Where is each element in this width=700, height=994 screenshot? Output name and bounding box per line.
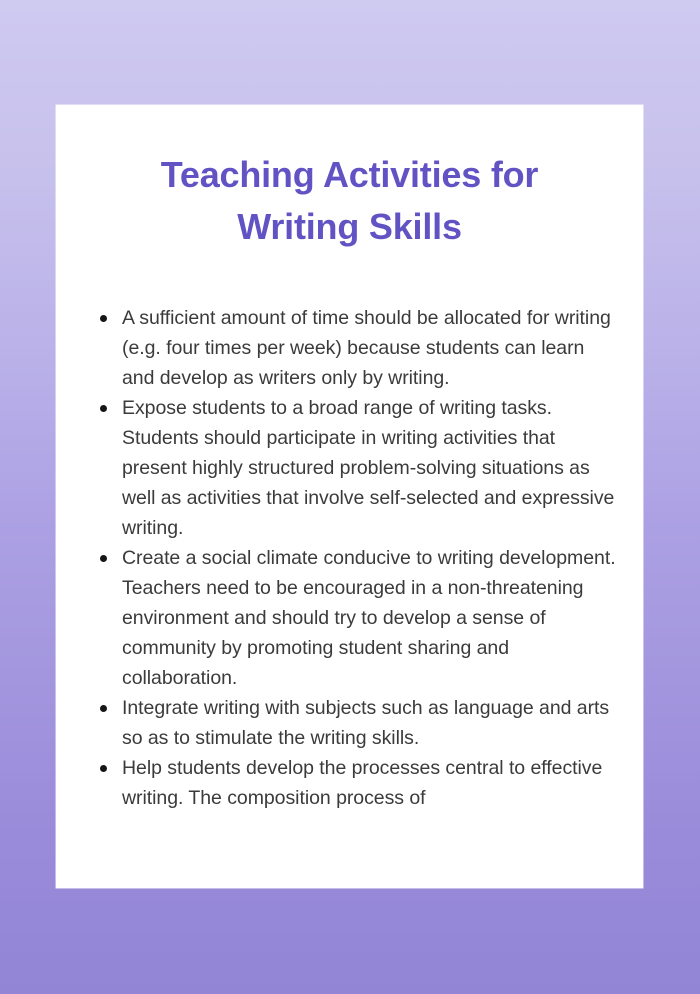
list-item-text: Create a social climate conducive to writing development. Teachers need to be encouraged in a non-threatening environment and should try to develop a sense of community by promoting student sharing and collaboration. [122,547,616,689]
page-title-line-1: Teaching Activities for [160,154,539,195]
list-item [100,393,620,543]
page-title-line-2: Writing Skills [237,206,462,247]
list-item [100,693,620,753]
list-item-text: Integrate writing with subjects such as language and arts so as to stimulate the writing skills. [122,697,610,749]
bullet-list [100,303,620,813]
list-item [100,753,620,813]
list-item [100,303,620,393]
bullet-dot-icon [100,315,107,322]
bullet-dot-icon [100,405,107,412]
list-item [100,543,620,693]
list-item-text: Expose students to a broad range of writing tasks. Students should participate in writing activities that present highly structured problem-solving situations as well as activities that involve self-selected and expressive writing. [122,397,615,539]
page-title [56,105,643,253]
list-item-text: Help students develop the processes central to effective writing. The composition process of [122,757,603,809]
bullet-dot-icon [100,705,107,712]
bullet-dot-icon [100,555,107,562]
list-item-text: A sufficient amount of time should be allocated for writing (e.g. four times per week) because students can learn and develop as writers only by writing. [122,307,611,389]
bullet-dot-icon [100,765,107,772]
slide-card [56,105,643,888]
